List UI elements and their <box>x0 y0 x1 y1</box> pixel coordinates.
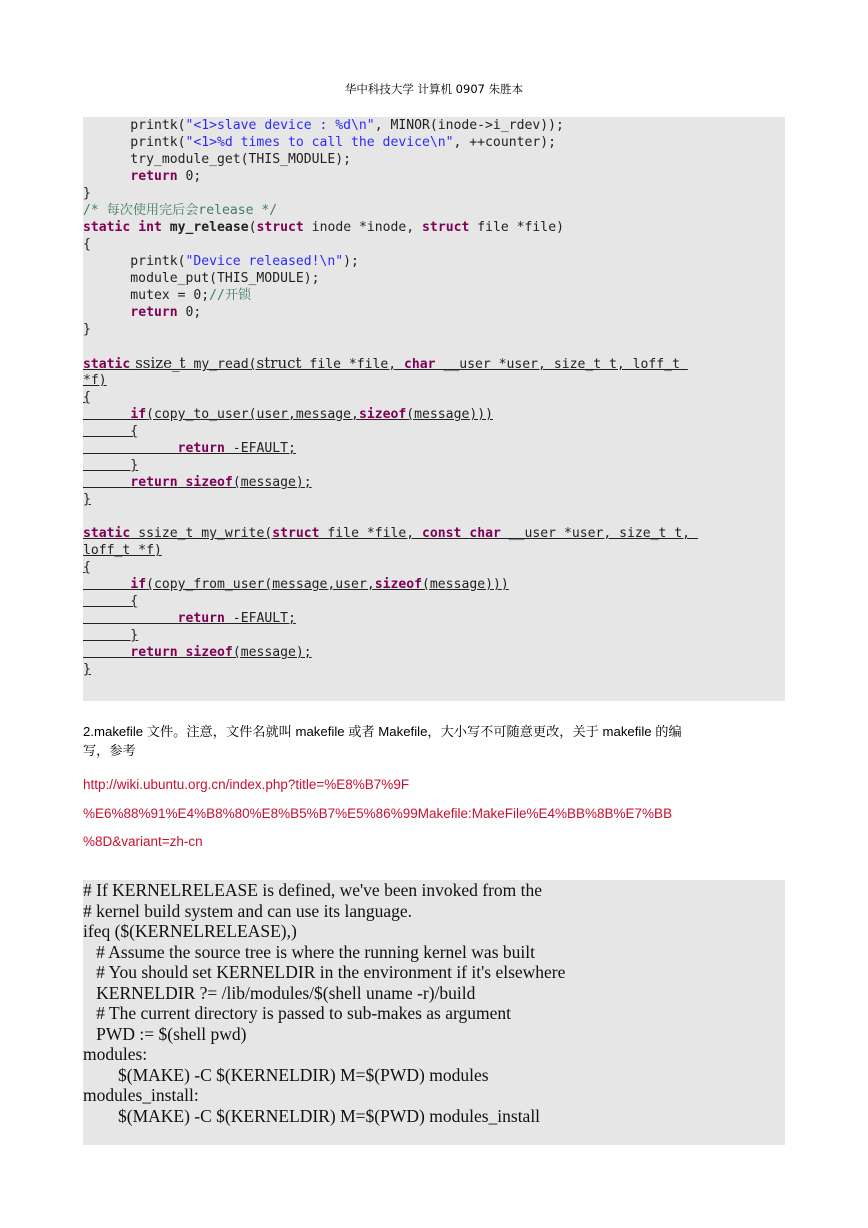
code-keyword: if <box>130 577 147 592</box>
code-keyword: return <box>130 169 178 184</box>
code-function-name: my_release <box>169 220 249 235</box>
code-keyword: sizeof <box>185 645 233 660</box>
code-keyword: static <box>83 220 131 235</box>
code-comment: /* 每次使用完后会release */ <box>83 203 278 218</box>
code-text: __user *user, size_t t, <box>500 526 698 541</box>
code-text: file *file, <box>301 357 405 372</box>
code-line <box>83 253 359 270</box>
makefile-line: # Assume the source tree is where the running kernel was built <box>83 941 535 962</box>
code-text: printk( <box>83 135 186 150</box>
code-line: } <box>83 458 139 473</box>
code-keyword: return <box>130 305 178 320</box>
code-keyword: const <box>422 526 462 541</box>
makefile-line: $(MAKE) -C $(KERNELDIR) M=$(PWD) modules <box>83 1064 489 1085</box>
code-indent <box>83 645 130 660</box>
code-line: { <box>83 390 91 405</box>
code-line <box>83 610 296 627</box>
code-text: (message))) <box>422 577 509 592</box>
makefile-line: modules: <box>83 1044 148 1064</box>
code-line: } <box>83 662 91 677</box>
code-text: 0; <box>177 305 202 320</box>
code-text: (message))) <box>406 407 493 422</box>
code-space <box>178 645 186 660</box>
code-line: *f) <box>83 373 107 388</box>
makefile-description <box>83 722 783 760</box>
code-indent <box>83 169 130 184</box>
code-line: loff_t *f) <box>83 543 162 558</box>
reference-link[interactable]: %E6%88%91%E4%B8%80%E8%B5%B7%E5%86%99Makefile:MakeFile%E4%BB%8B%E7%BB <box>83 806 673 821</box>
makefile-line: ifeq ($(KERNELRELEASE),) <box>83 921 297 941</box>
code-line <box>83 117 564 134</box>
code-line: { <box>83 560 91 575</box>
makefile-line: PWD := $(shell pwd) <box>83 1023 247 1044</box>
code-space <box>178 475 186 490</box>
code-comment: //开锁 <box>209 288 252 303</box>
code-indent <box>83 577 130 592</box>
code-text: printk( <box>83 254 186 269</box>
code-keyword: return <box>130 645 178 660</box>
code-keyword: struct <box>422 220 470 235</box>
code-line: { <box>83 237 91 252</box>
code-line <box>83 440 296 457</box>
code-keyword: struct <box>256 220 304 235</box>
code-indent <box>83 407 130 422</box>
makefile-line: KERNELDIR ?= /lib/modules/$(shell uname -r)/build <box>83 982 476 1003</box>
code-indent <box>83 475 130 490</box>
code-line <box>83 168 201 185</box>
code-line: { <box>83 424 139 439</box>
code-function-name: my_read( <box>185 357 257 372</box>
code-text: (copy_from_user(message,user, <box>146 577 375 592</box>
code-text: mutex = 0; <box>83 288 210 303</box>
code-text: , ++counter); <box>453 135 556 150</box>
code-type: ssize_t <box>130 354 186 372</box>
c-code-block <box>83 117 785 701</box>
makefile-line: modules_install: <box>83 1085 199 1105</box>
code-line: { <box>83 594 139 609</box>
code-text: (message); <box>232 475 312 490</box>
code-line: module_put(THIS_MODULE); <box>83 271 320 286</box>
paragraph-line: 写，参考 <box>83 743 136 758</box>
code-line: } <box>83 628 139 643</box>
code-text: printk( <box>83 118 186 133</box>
code-line: } <box>83 492 91 507</box>
code-string: "<1>slave device : %d\n" <box>185 118 375 133</box>
code-keyword: return <box>177 441 225 456</box>
code-text: file *file, <box>319 526 423 541</box>
code-text: __user *user, size_t t, loff_t <box>435 357 688 372</box>
code-text: 0; <box>177 169 202 184</box>
makefile-code-block <box>83 880 785 1145</box>
code-keyword: return <box>177 611 225 626</box>
code-keyword: struct <box>256 354 302 372</box>
code-indent <box>83 305 130 320</box>
makefile-line: # You should set KERNELDIR in the environment if it's elsewhere <box>83 962 566 982</box>
code-keyword: char <box>469 526 501 541</box>
code-line <box>83 304 201 321</box>
code-string: "Device released!\n" <box>185 254 344 269</box>
code-line <box>83 287 251 304</box>
code-text: ssize_t my_write( <box>130 526 273 541</box>
code-line <box>83 474 312 491</box>
code-keyword: return <box>130 475 178 490</box>
paragraph-line: 2.makefile 文件。注意，文件名就叫 makefile 或者 Makefile，大小写不可随意更改，关于 makefile 的编 <box>83 724 682 739</box>
code-keyword: int <box>138 220 162 235</box>
makefile-line: # If KERNELRELEASE is defined, we've been invoked from the <box>83 880 543 900</box>
code-keyword: char <box>404 357 436 372</box>
code-keyword: sizeof <box>185 475 233 490</box>
code-text: -EFAULT; <box>224 441 296 456</box>
code-keyword: struct <box>272 526 320 541</box>
code-line: try_module_get(THIS_MODULE); <box>83 152 352 167</box>
makefile-line: # The current directory is passed to sub-makes as argument <box>83 1003 511 1023</box>
makefile-line: $(MAKE) -C $(KERNELDIR) M=$(PWD) modules_install <box>83 1105 541 1126</box>
code-line <box>83 219 564 236</box>
code-line <box>83 355 688 372</box>
code-indent <box>83 441 178 456</box>
code-line: } <box>83 186 91 201</box>
code-line <box>83 406 493 423</box>
code-text: -EFAULT; <box>224 611 296 626</box>
code-line <box>83 576 509 593</box>
code-text: ); <box>343 254 359 269</box>
code-text: ( <box>248 220 257 235</box>
reference-link[interactable]: %8D&variant=zh-cn <box>83 834 203 849</box>
code-text: , MINOR(inode->i_rdev)); <box>374 118 564 133</box>
code-keyword: static <box>83 357 131 372</box>
code-text: file *file) <box>469 220 564 235</box>
code-line <box>83 644 312 661</box>
code-line <box>83 525 698 542</box>
code-keyword: sizeof <box>374 577 423 592</box>
code-text: (message); <box>232 645 312 660</box>
makefile-line: # kernel build system and can use its language. <box>83 900 413 921</box>
code-keyword: sizeof <box>358 407 407 422</box>
code-line <box>83 134 556 151</box>
code-text: (copy_to_user(user,message, <box>146 407 359 422</box>
code-line: } <box>83 322 91 337</box>
code-keyword: static <box>83 526 131 541</box>
code-keyword: if <box>130 407 147 422</box>
code-text: inode *inode, <box>303 220 423 235</box>
reference-link[interactable]: http://wiki.ubuntu.org.cn/index.php?title=%E8%B7%9F <box>83 777 410 792</box>
code-string: "<1>%d times to call the device\n" <box>185 135 454 150</box>
code-indent <box>83 611 178 626</box>
page-header: 华中科技大学 计算机 0907 朱胜本 <box>344 82 524 96</box>
